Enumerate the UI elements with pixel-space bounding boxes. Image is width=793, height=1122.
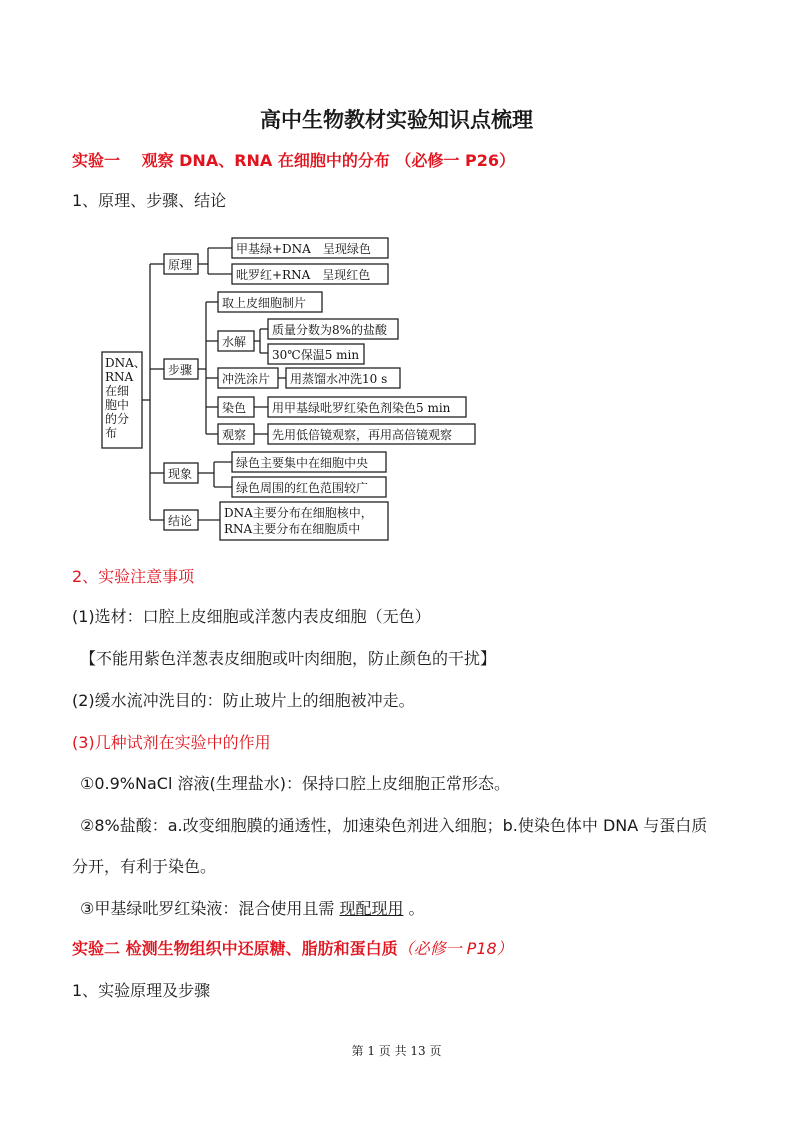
exp1-reagent-3-text: ③甲基绿吡罗红染液：混合使用且需 [80,899,340,918]
exp1-note-2: (2)缓水流冲洗目的：防止玻片上的细胞被冲走。 [72,691,415,710]
diagram-root-line: DNA、 [105,356,146,370]
page-title: 高中生物教材实验知识点梳理 [260,108,533,132]
exp1-reagent-3-end: 。 [403,899,425,918]
diagram-conclusion-line: RNA主要分布在细胞质中 [224,522,361,536]
exp1-note-1: (1)选材：口腔上皮细胞或洋葱内表皮细胞（无色） [72,607,431,626]
diagram-principle-label: 原理 [168,258,193,272]
diagram-hydrolysis-item-text: 30℃保温5 min [272,348,360,362]
exp2-heading [72,938,513,960]
diagram-step-observe-label: 观察 [222,428,247,442]
exp1-section-2: 2、实验注意事项 [72,567,195,586]
diagram-root-line: 的分 [105,412,130,426]
exp1-section-1: 1、原理、步骤、结论 [72,191,227,210]
diagram-step-prepare-text: 取上皮细胞制片 [222,296,307,310]
diagram-root-line: 胞中 [105,398,130,412]
diagram-phenomenon-item-text: 绿色主要集中在细胞中央 [236,456,369,470]
exp1-note-1-bracket: 【不能用紫色洋葱表皮细胞或叶肉细胞，防止颜色的干扰】 [80,649,497,668]
exp1-reagent-2: ②8%盐酸：a.改变细胞膜的通透性，加速染色剂进入细胞；b.使染色体中 DNA 与蛋白质 [80,816,708,835]
exp2-heading-text: 实验二 检测生物组织中还原糖、脂肪和蛋白质 [72,939,398,958]
exp1-reagent-3 [80,898,425,920]
diagram-step-rinse-label: 冲洗涂片 [222,372,271,386]
diagram-root-line: 布 [105,426,118,440]
page-footer: 第 1 页 共 13 页 [351,1044,442,1058]
diagram-phenomenon-label: 现象 [168,467,193,481]
exp1-flow-diagram [100,228,498,548]
diagram-root-line: 在细 [105,384,130,398]
diagram-conclusion-line: DNA主要分布在细胞核中， [224,506,373,520]
diagram-steps-label: 步骤 [168,363,193,377]
diagram-step-stain-label: 染色 [222,401,247,415]
diagram-phenomenon-item-text: 绿色周围的红色范围较广 [236,481,369,495]
exp1-heading: 实验一 观察 DNA、RNA 在细胞中的分布 （必修一 P26） [72,151,515,170]
diagram-principle-item-text: 甲基绿+DNA 呈现绿色 [236,242,371,256]
diagram-step-observe-detail-text: 先用低倍镜观察，再用高倍镜观察 [272,428,453,442]
diagram-step-hydrolysis-label: 水解 [222,335,247,349]
exp1-reagent-1: ①0.9%NaCl 溶液(生理盐水)：保持口腔上皮细胞正常形态。 [80,774,510,793]
diagram-hydrolysis-item-text: 质量分数为8%的盐酸 [272,323,388,337]
diagram-principle-item-text: 吡罗红+RNA 呈现红色 [236,268,371,282]
exp2-heading-ref: （必修一 P18） [397,939,513,958]
exp2-section-1: 1、实验原理及步骤 [72,981,211,1000]
diagram-root-line: RNA [105,370,134,384]
exp1-note-3: (3)几种试剂在实验中的作用 [72,733,271,752]
diagram-step-stain-detail-text: 用甲基绿吡罗红染色剂染色5 min [272,401,451,415]
diagram-conclusion-label: 结论 [168,514,193,528]
diagram-step-rinse-detail-text: 用蒸馏水冲洗10 s [290,372,388,386]
exp1-reagent-3-key: 现配现用 [339,899,404,918]
exp1-reagent-2-cont: 分开，有利于染色。 [72,857,217,876]
